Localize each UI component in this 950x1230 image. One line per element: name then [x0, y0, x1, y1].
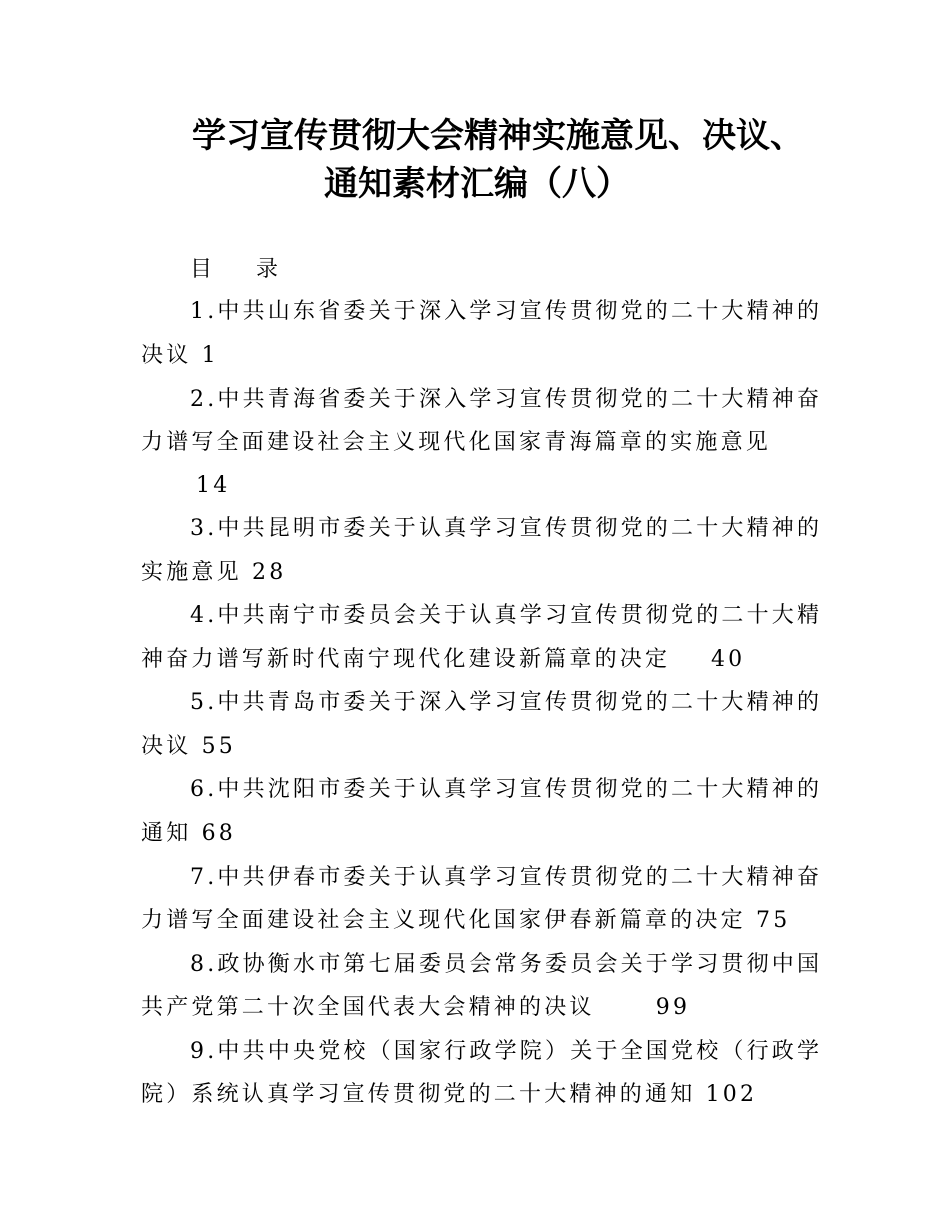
toc-entry-9-line-2: 院）系统认真学习宣传贯彻党的二十大精神的通知 102 [141, 1082, 758, 1107]
toc-entry-6-line-2: 通知 68 [141, 821, 236, 846]
toc-entry-3-line-1: 3.中共昆明市委关于认真学习宣传贯彻党的二十大精神的 [190, 516, 823, 541]
toc-entry-9-line-1: 9.中共中央党校（国家行政学院）关于全国党校（行政学 [190, 1039, 823, 1064]
toc-entry-2-page: 14 [196, 473, 231, 498]
toc-entry-5-line-1: 5.中共青岛市委关于深入学习宣传贯彻党的二十大精神的 [190, 690, 823, 715]
toc-entry-1-line-1: 1.中共山东省委关于深入学习宣传贯彻党的二十大精神的 [190, 299, 823, 324]
toc-entry-4-line-2: 神奋力谱写新时代南宁现代化建设新篇章的决定 40 [141, 647, 746, 672]
toc-entry-6-line-1: 6.中共沈阳市委关于认真学习宣传贯彻党的二十大精神的 [190, 777, 823, 802]
toc-entry-2-line-1: 2.中共青海省委关于深入学习宣传贯彻党的二十大精神奋 [190, 387, 823, 412]
toc-heading-char-2: 录 [256, 257, 279, 282]
toc-entry-4-line-1: 4.中共南宁市委员会关于认真学习宣传贯彻党的二十大精 [190, 603, 823, 628]
toc-entry-7-line-1: 7.中共伊春市委关于认真学习宣传贯彻党的二十大精神奋 [190, 865, 823, 890]
toc-heading [190, 256, 278, 284]
toc-entry-1-line-2: 决议 1 [141, 343, 219, 368]
title-line-1: 学习宣传贯彻大会精神实施意见、决议、 [192, 116, 804, 156]
toc-entry-8-line-1: 8.政协衡水市第七届委员会常务委员会关于学习贯彻中国 [190, 952, 823, 977]
toc-entry-5-line-2: 决议 55 [141, 734, 236, 759]
toc-entry-2-line-2: 力谱写全面建设社会主义现代化国家青海篇章的实施意见 [141, 430, 772, 455]
toc-entry-3-line-2: 实施意见 28 [141, 560, 287, 585]
title-line-2: 通知素材汇编（八） [324, 164, 630, 204]
toc-entry-7-line-2: 力谱写全面建设社会主义现代化国家伊春新篇章的决定 75 [141, 908, 791, 933]
toc-heading-char-1: 目 [190, 257, 213, 282]
toc-entry-8-line-2: 共产党第二十次全国代表大会精神的决议 99 [141, 995, 691, 1020]
